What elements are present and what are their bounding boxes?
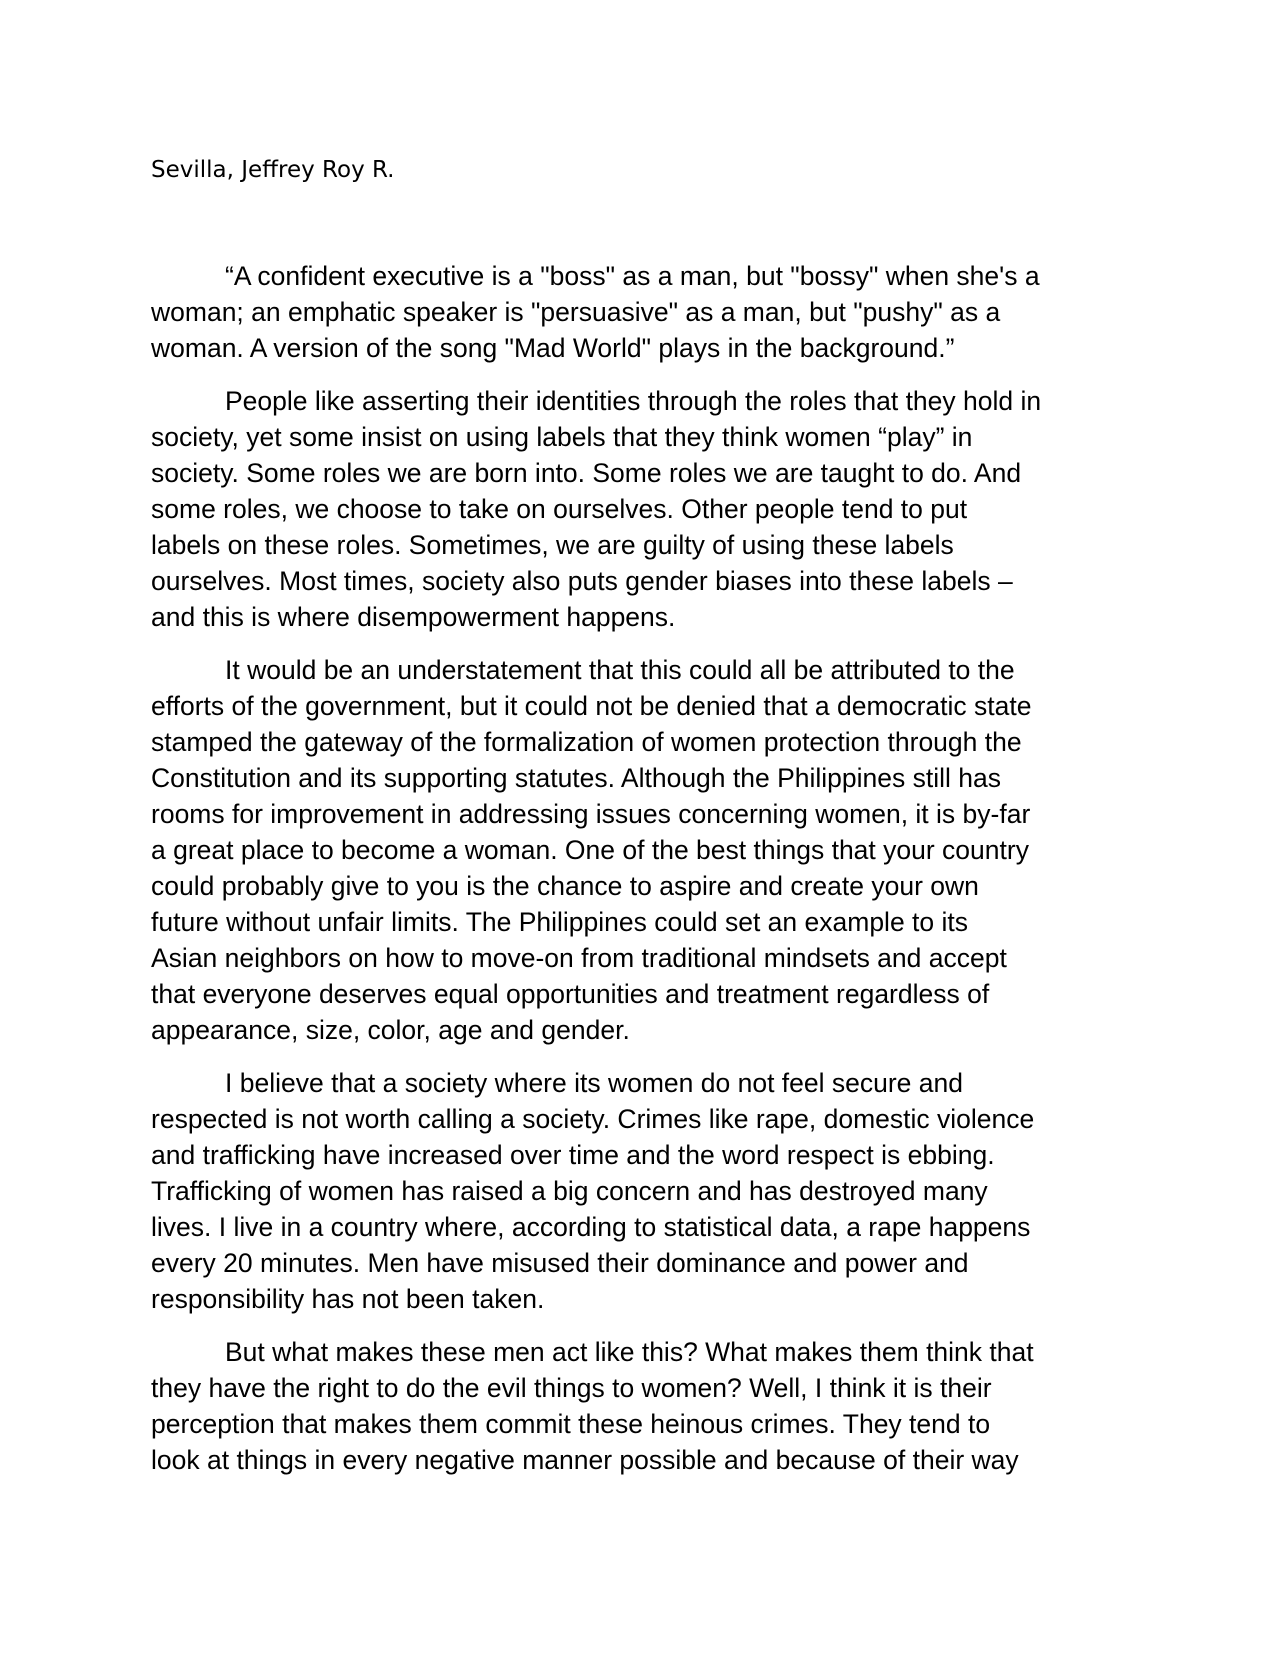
paragraph-line: woman. A version of the song "Mad World" plays in the background.” bbox=[151, 333, 955, 363]
paragraph-line: Asian neighbors on how to move-on from traditional mindsets and accept bbox=[151, 943, 1007, 973]
paragraph-line: perception that makes them commit these heinous crimes. They tend to bbox=[151, 1409, 991, 1439]
essay-paragraph bbox=[151, 383, 1131, 635]
paragraph-line: lives. I live in a country where, according to statistical data, a rape happens bbox=[151, 1212, 1031, 1242]
paragraph-line: ourselves. Most times, society also puts gender biases into these labels – bbox=[151, 566, 1013, 596]
paragraph-line: rooms for improvement in addressing issues concerning women, it is by-far bbox=[151, 799, 1031, 829]
author-name: Sevilla, Jeffrey Roy R. bbox=[151, 157, 395, 183]
paragraph-line: responsibility has not been taken. bbox=[151, 1284, 545, 1314]
paragraph-line: society, yet some insist on using labels that they think women “play” in bbox=[151, 422, 973, 452]
paragraph-line: could probably give to you is the chance to aspire and create your own bbox=[151, 871, 979, 901]
paragraph-line: Trafficking of women has raised a big concern and has destroyed many bbox=[151, 1176, 988, 1206]
essay-paragraph bbox=[151, 1334, 1131, 1478]
paragraph-line: society. Some roles we are born into. Some roles we are taught to do. And bbox=[151, 458, 1022, 488]
paragraph-line: future without unfair limits. The Philippines could set an example to its bbox=[151, 907, 969, 937]
paragraph-line: a great place to become a woman. One of the best things that your country bbox=[151, 835, 1029, 865]
essay-paragraph bbox=[151, 1065, 1131, 1317]
paragraph-line: It would be an understatement that this could all be attributed to the bbox=[225, 655, 1015, 685]
paragraph-line: efforts of the government, but it could not be denied that a democratic state bbox=[151, 691, 1032, 721]
paragraph-line: stamped the gateway of the formalization of women protection through the bbox=[151, 727, 1022, 757]
paragraph-line: that everyone deserves equal opportunities and treatment regardless of bbox=[151, 979, 990, 1009]
paragraph-line: People like asserting their identities through the roles that they hold in bbox=[225, 386, 1042, 416]
paragraph-line: they have the right to do the evil things to women? Well, I think it is their bbox=[151, 1373, 992, 1403]
paragraph-line: woman; an emphatic speaker is "persuasive" as a man, but "pushy" as a bbox=[151, 297, 1001, 327]
paragraph-line: Constitution and its supporting statutes. Although the Philippines still has bbox=[151, 763, 1001, 793]
paragraph-line: I believe that a society where its women do not feel secure and bbox=[225, 1068, 964, 1098]
paragraph-line: and this is where disempowerment happens. bbox=[151, 602, 676, 632]
paragraph-line: labels on these roles. Sometimes, we are guilty of using these labels bbox=[151, 530, 954, 560]
paragraph-line: some roles, we choose to take on ourselves. Other people tend to put bbox=[151, 494, 968, 524]
essay-paragraph bbox=[151, 258, 1131, 366]
paragraph-line: But what makes these men act like this? What makes them think that bbox=[225, 1337, 1034, 1367]
paragraph-line: appearance, size, color, age and gender. bbox=[151, 1015, 630, 1045]
paragraph-line: every 20 minutes. Men have misused their dominance and power and bbox=[151, 1248, 969, 1278]
paragraph-line: and trafficking have increased over time and the word respect is ebbing. bbox=[151, 1140, 995, 1170]
essay-body bbox=[151, 258, 1131, 1495]
essay-paragraph bbox=[151, 652, 1131, 1048]
paragraph-line: look at things in every negative manner possible and because of their way bbox=[151, 1445, 1019, 1475]
paragraph-line: “A confident executive is a "boss" as a man, but "bossy" when she's a bbox=[225, 261, 1040, 291]
paragraph-line: respected is not worth calling a society. Crimes like rape, domestic violence bbox=[151, 1104, 1035, 1134]
